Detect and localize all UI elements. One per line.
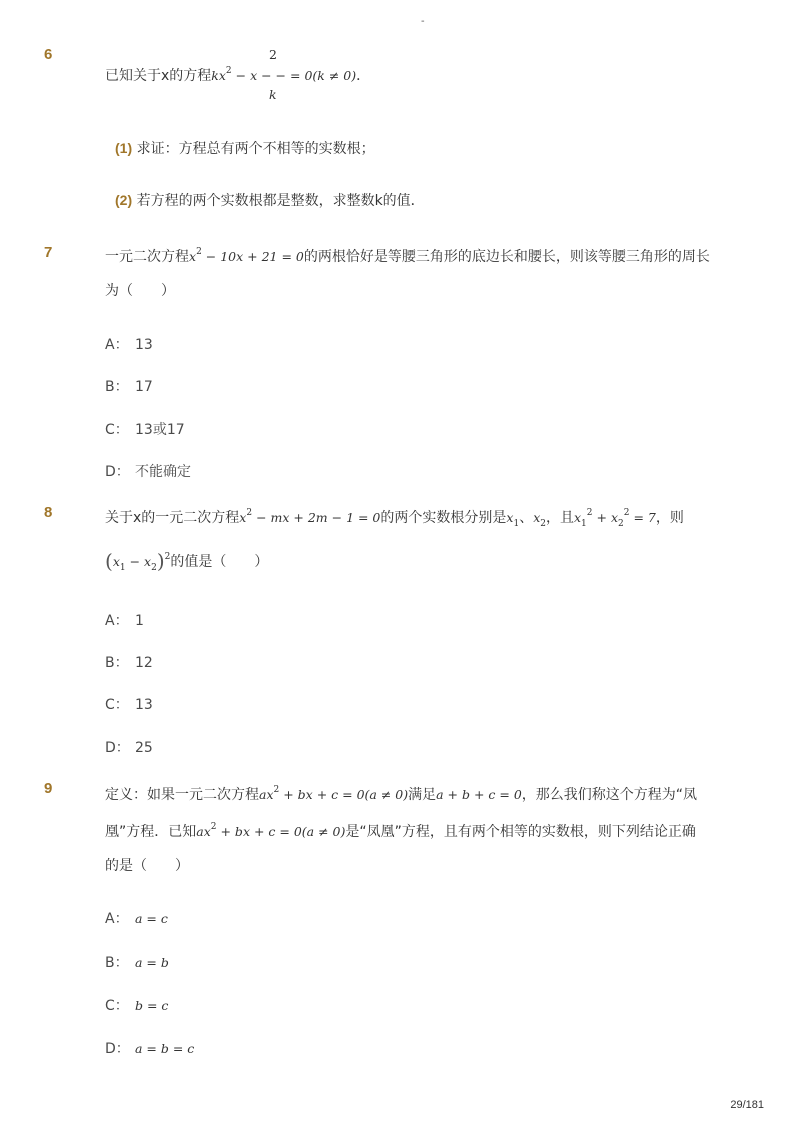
- option-d[interactable]: D： 不能确定: [105, 464, 191, 480]
- sub-question-text: 若方程的两个实数根都是整数，求整数k的值．: [136, 193, 425, 209]
- option-d[interactable]: D： 25: [105, 740, 153, 756]
- sub-question: [115, 138, 375, 158]
- fraction-denominator: k: [269, 87, 277, 102]
- question-stem: 关于x的一元二次方程$x^2$ − mx + 2m − 1 = 0的两个实数根分别是$x_1$、$x_2$，且$x_1^2 + x_2^2 = 7$，则: [105, 508, 684, 529]
- sub-question-text: 求证：方程总有两个不相等的实数根；: [136, 141, 375, 157]
- sub-question-label: (1): [115, 140, 133, 156]
- option-d[interactable]: D： a = b = c: [105, 1041, 195, 1057]
- question-stem: 定义：如果一元二次方程$ax^2$ + bx + c = 0(a ≠ 0)满足a + b + c = 0，那么我们称这个方程为“凤: [105, 785, 698, 803]
- stem-text: 已知关于x的方程: [105, 68, 212, 84]
- option-a[interactable]: A： a = c: [105, 911, 168, 927]
- option-a[interactable]: A： 1: [105, 613, 144, 629]
- sub-question: [115, 190, 425, 210]
- question-stem-line: 为（ ）: [105, 283, 175, 299]
- question-stem: 一元二次方程$x^2 - 10x + 21 = 0$的两根恰好是等腰三角形的底边长和腰长，则该等腰三角形的周长: [105, 247, 710, 265]
- header-mark: -: [421, 16, 425, 27]
- stem-text: ．: [356, 68, 371, 84]
- option-c[interactable]: C： b = c: [105, 998, 169, 1014]
- option-a[interactable]: A： 13: [105, 337, 153, 353]
- option-c[interactable]: C： 13: [105, 697, 153, 713]
- math-expression: $kx^2 - x$ − − = 0(k ≠ 0): [211, 66, 357, 83]
- option-c[interactable]: C： 13或17: [105, 422, 185, 438]
- option-b[interactable]: B： 12: [105, 655, 153, 671]
- fraction-numerator: 2: [269, 47, 277, 62]
- page-number: 29/181: [730, 1099, 764, 1111]
- question-number: 7: [44, 244, 53, 261]
- question-number: 9: [44, 780, 53, 797]
- question-number: 6: [44, 46, 53, 63]
- option-b[interactable]: B： 17: [105, 379, 153, 395]
- option-b[interactable]: B： a = b: [105, 955, 169, 971]
- question-stem-line: 凰”方程．已知$ax^2$ + bx + c = 0(a ≠ 0)是“凤凰”方程，且有两个相等的实数根，则下列结论正确: [105, 822, 696, 840]
- question-stem: [105, 66, 370, 88]
- question-stem-line: $(x_1 - x_2)^2$的值是（ ）: [105, 549, 269, 573]
- sub-question-label: (2): [115, 192, 133, 208]
- question-number: 8: [44, 504, 53, 521]
- question-stem-line: 的是（ ）: [105, 858, 189, 874]
- math-expression: $x^2 - 10x + 21 = 0$: [189, 247, 304, 264]
